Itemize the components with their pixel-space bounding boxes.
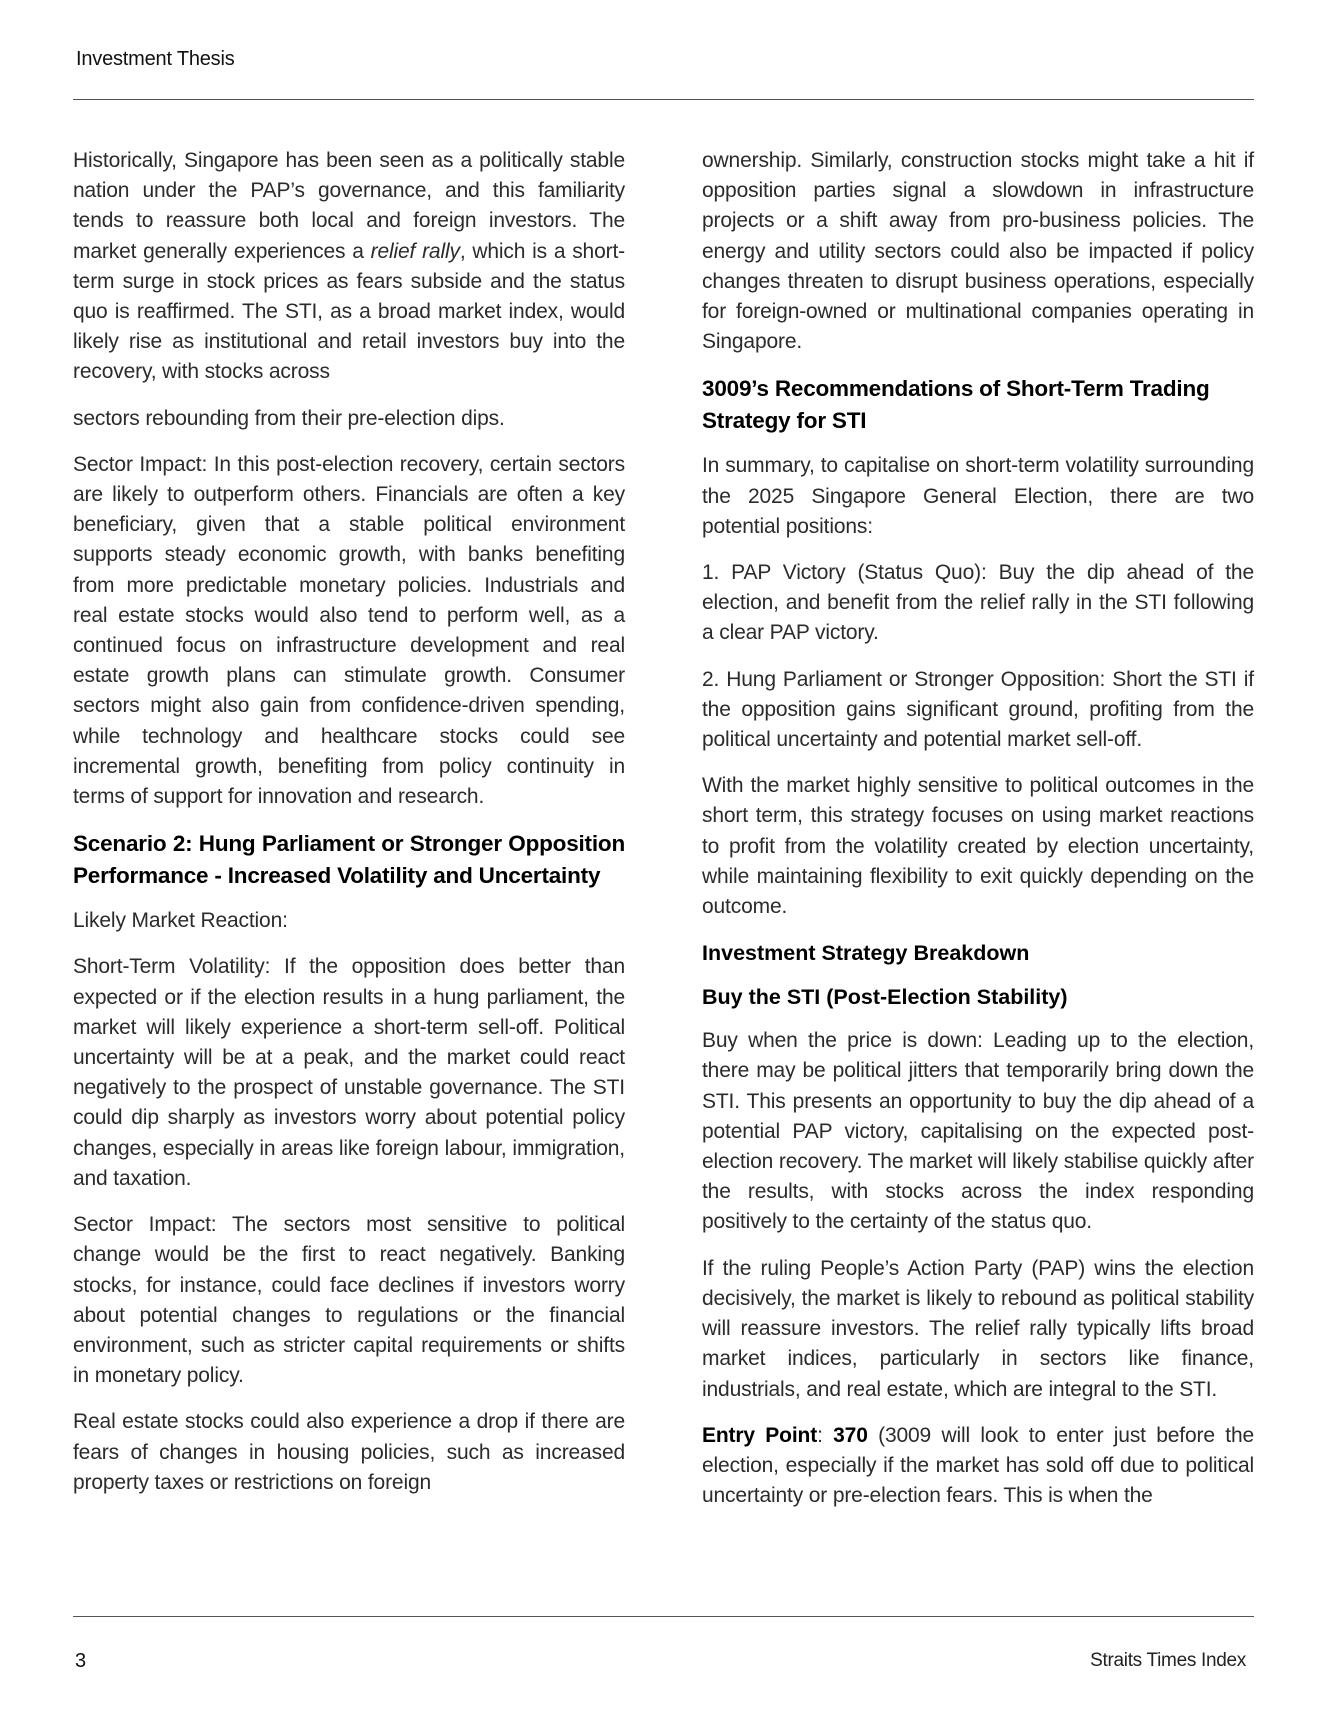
heading-buy-the-sti: Buy the STI (Post-Election Stability) <box>702 985 1068 1010</box>
running-header-title: Investment Thesis <box>76 48 235 70</box>
paragraph-sector-impact-recovery: Sector Impact: In this post-election recovery, certain sectors are likely to outperform others. Financials are often a key beneficiary, given that a stable political environment supports steady economic growth, with banks benefiting from more predictable monetary policies. Industrials and real estate stocks would also tend to perform well, as a continued focus on infrastructure development and real estate growth plans can stimulate growth. Consumer sectors might also gain from confidence-driven spending, while technology and healthcare stocks could see incremental growth, benefiting from policy continuity in terms of support for innovation and research. <box>73 452 625 809</box>
paragraph-sector-impact-negative: Sector Impact: The sectors most sensitive to political change would be the first to react negatively. Banking stocks, for instance, could face declines if investors worry about potential changes to regulations or the financial environment, such as stricter capital requirements or shifts in monetary policy. <box>73 1213 625 1388</box>
paragraph-position-hung-parliament: 2. Hung Parliament or Stronger Opposition: Short the STI if the opposition gains significant ground, profiting from the political uncertainty and potential market sell-off. <box>702 667 1254 752</box>
paragraph-relief-rally: Historically, Singapore has been seen as a politically stable nation under the PAP’s governance, and this familiarity tends to reassure both local and foreign investors. The market generally experiences a relief rally, which is a short-term surge in stock prices as fears subside and the status quo is reaffirmed. The STI, as a broad market index, would likely rise as institutional and retail investors buy into the recovery, with stocks across <box>73 149 625 384</box>
paragraph-position-pap-victory: 1. PAP Victory (Status Quo): Buy the dip ahead of the election, and benefit from the relief rally in the STI following a clear PAP victory. <box>702 561 1254 645</box>
header-divider <box>73 99 1254 100</box>
paragraph-ownership: ownership. Similarly, construction stocks might take a hit if opposition parties signal a slowdown in infrastructure projects or a shift away from pro-business policies. The energy and utility sectors could also be impacted if policy changes threaten to disrupt business operations, especially for foreign-owned or multinational companies operating in Singapore. <box>702 149 1254 354</box>
page-number: 3 <box>75 1650 87 1672</box>
footer-divider <box>73 1616 1254 1617</box>
left-column <box>73 146 625 1514</box>
paragraph-entry-point: Entry Point: 370 (3009 will look to enter just before the election, especially if the market has sold off due to political uncertainty or pre-election fears. This is when the <box>702 1423 1255 1508</box>
paragraph-likely-market-reaction: Likely Market Reaction: <box>73 909 288 933</box>
heading-scenario-2: Scenario 2: Hung Parliament or Stronger Opposition Performance - Increased Volatility and Uncertainty <box>73 831 625 889</box>
paragraph-sectors-rebounding: sectors rebounding from their pre-election dips. <box>73 406 505 430</box>
heading-strategy-breakdown: Investment Strategy Breakdown <box>702 941 1030 966</box>
paragraph-short-term-volatility: Short-Term Volatility: If the opposition does better than expected or if the election results in a hung parliament, the market will likely experience a short-term sell-off. Political uncertainty will be at a peak, and the market could react negatively to the prospect of unstable governance. The STI could dip sharply as investors worry about potential policy changes, especially in areas like foreign labour, immigration, and taxation. <box>73 955 625 1190</box>
entry-point-label: Entry Point <box>702 1423 818 1447</box>
paragraph-sensitivity: With the market highly sensitive to political outcomes in the short term, this strategy focuses on using market reactions to profit from the volatility created by election uncertainty, while maintaining flexibility to exit quickly depending on the outcome. <box>702 774 1254 919</box>
running-footer-title: Straits Times Index <box>1090 1650 1246 1671</box>
paragraph-real-estate: Real estate stocks could also experience a drop if there are fears of changes in housing policies, such as increased property taxes or restrictions on foreign <box>73 1410 625 1494</box>
right-column <box>702 146 1254 1527</box>
paragraph-pap-wins: If the ruling People’s Action Party (PAP) wins the election decisively, the market is likely to rebound as political stability will reassure investors. The relief rally typically lifts broad market indices, particularly in sectors like finance, industrials, and real estate, which are integral to the STI. <box>702 1256 1254 1401</box>
entry-point-value: 370 <box>833 1423 868 1447</box>
paragraph-summary: In summary, to capitalise on short-term volatility surrounding the 2025 Singapore General Election, there are two potential positions: <box>702 454 1254 538</box>
paragraph-buy-when-down: Buy when the price is down: Leading up to the election, there may be political jitters that temporarily bring down the STI. This presents an opportunity to buy the dip ahead of a potential PAP victory, capitalising on the expected post-election recovery. The market will likely stabilise quickly after the results, with stocks across the index responding positively to the certainty of the status quo. <box>702 1029 1255 1234</box>
emphasis-relief-rally: relief rally <box>370 239 460 263</box>
heading-recommendations: 3009’s Recommendations of Short-Term Trading Strategy for STI <box>702 376 1210 434</box>
